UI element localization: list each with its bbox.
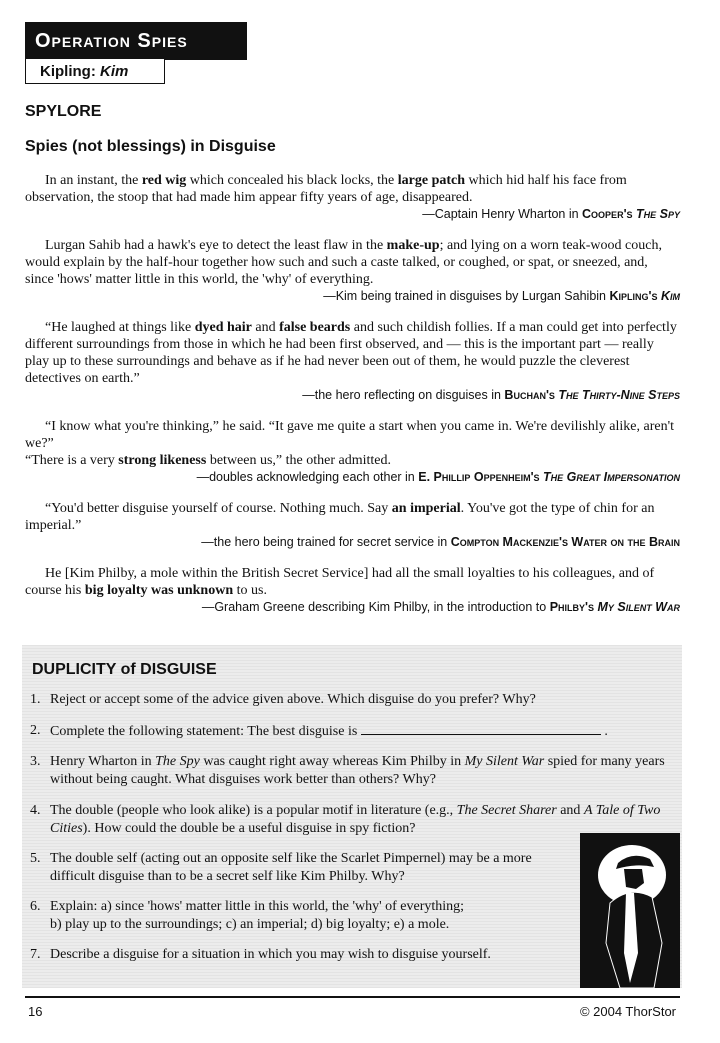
quote-attribution: —doubles acknowledging each other in E. Phillip Oppenheim's The Great Impersonation xyxy=(196,470,680,484)
quote-block xyxy=(25,418,680,486)
quote-attribution: —Captain Henry Wharton in Cooper's The Spy xyxy=(422,207,680,221)
worksheet-subtitle xyxy=(25,58,165,84)
footer-divider xyxy=(25,996,680,998)
question-text: The double self (acting out an opposite self like the Scarlet Pimpernel) may be a more difficult disguise than to be a secret self like Kim Philby. Why? xyxy=(50,851,532,884)
quote-attribution: —Kim being trained in disguises by Lurgan Sahibin Kipling's Kim xyxy=(323,289,680,303)
quote-attribution: —the hero reflecting on disguises in Buchan's The Thirty-Nine Steps xyxy=(302,388,680,402)
activity-question xyxy=(30,802,670,838)
question-number: 6. xyxy=(30,899,41,914)
question-text: Henry Wharton in The Spy was caught right away whereas Kim Philby in My Silent War spied for many years without being caught. What disguises work better than others? Why? xyxy=(50,754,665,787)
page-number: 16 xyxy=(28,1004,43,1019)
quote-text: “You'd better disguise yourself of course. Nothing much. Say an imperial. You've got the type of chin for an imperial.” xyxy=(25,501,655,533)
subtitle-author: Kipling: xyxy=(40,62,96,80)
question-text: The double (people who look alike) is a popular motif in literature (e.g., The Secret Sharer and A Tale of Two Cities). How could the double be a useful disguise in spy fiction? xyxy=(50,803,661,836)
question-number: 3. xyxy=(30,754,41,769)
subtitle-book: Kim xyxy=(100,62,129,80)
quote-text: “He laughed at things like dyed hair and false beards and such childish follies. If a man could get into perfectly different surroundings from those in which he had been first observed, and — this is the important part — really play up to these surroundings and behave as if he had never been out of them, he would puzzle the cleverest detectives on earth.” xyxy=(25,320,677,386)
quote-block xyxy=(25,565,680,616)
question-text: Reject or accept some of the advice given above. Which disguise do you prefer? Why? xyxy=(50,692,536,707)
activity-title: DUPLICITY of DISGUISE xyxy=(32,661,217,678)
quote-text: Lurgan Sahib had a hawk's eye to detect the least flaw in the make-up; and lying on a worn teak-wood couch, would explain by the half-hour together how such and such a caste talked, or coughed, or spat, or sneezed, and, since 'hows' matter little in this world, the 'why' of everything. xyxy=(25,238,662,287)
activity-question xyxy=(30,753,670,789)
subsection-title: Spies (not blessings) in Disguise xyxy=(25,138,276,155)
question-number: 2. xyxy=(30,723,41,738)
question-text: Complete the following statement: The best disguise is . xyxy=(50,724,608,739)
quote-text: “I know what you're thinking,” he said. “It gave me quite a start when you came in. We're devilishly alike, aren't we?” “There is a very strong likeness between us,” the other admitted. xyxy=(25,419,674,468)
activity-question xyxy=(30,691,670,709)
question-text: Explain: a) since 'hows' matter little in this world, the 'why' of everything; b) play up to the surroundings; c) an imperial; d) big loyalty; e) a mole. xyxy=(50,899,465,932)
question-number: 7. xyxy=(30,947,41,962)
worksheet-title: Operation Spies xyxy=(25,22,247,60)
copyright-notice: © 2004 ThorStor xyxy=(579,1004,676,1019)
section-title: SPYLORE xyxy=(25,103,102,120)
quote-block xyxy=(25,237,680,305)
activity-box xyxy=(22,645,682,988)
question-number: 1. xyxy=(30,692,41,707)
quote-text: In an instant, the red wig which concealed his black locks, the large patch which hid half his face from observation, the stoop that had made him appear fifty years of age, disappeared. xyxy=(25,173,627,205)
quote-text: He [Kim Philby, a mole within the British Secret Service] had all the small loyalties to his colleagues, and of course his big loyalty was unknown to us. xyxy=(25,566,655,598)
quote-block xyxy=(25,500,680,551)
quote-block xyxy=(25,172,680,223)
question-number: 4. xyxy=(30,803,41,818)
question-number: 5. xyxy=(30,851,41,866)
quote-list xyxy=(25,172,680,630)
spy-silhouette-icon xyxy=(580,833,680,988)
activity-question xyxy=(30,946,560,964)
activity-question xyxy=(30,898,560,934)
question-text: Describe a disguise for a situation in which you may wish to disguise yourself. xyxy=(50,947,491,962)
activity-question xyxy=(30,850,560,886)
activity-question xyxy=(30,722,670,741)
quote-block xyxy=(25,319,680,404)
quote-attribution: —the hero being trained for secret service in Compton Mackenzie's Water on the Brain xyxy=(201,535,680,549)
quote-attribution: —Graham Greene describing Kim Philby, in the introduction to Philby's My Silent War xyxy=(201,600,680,614)
